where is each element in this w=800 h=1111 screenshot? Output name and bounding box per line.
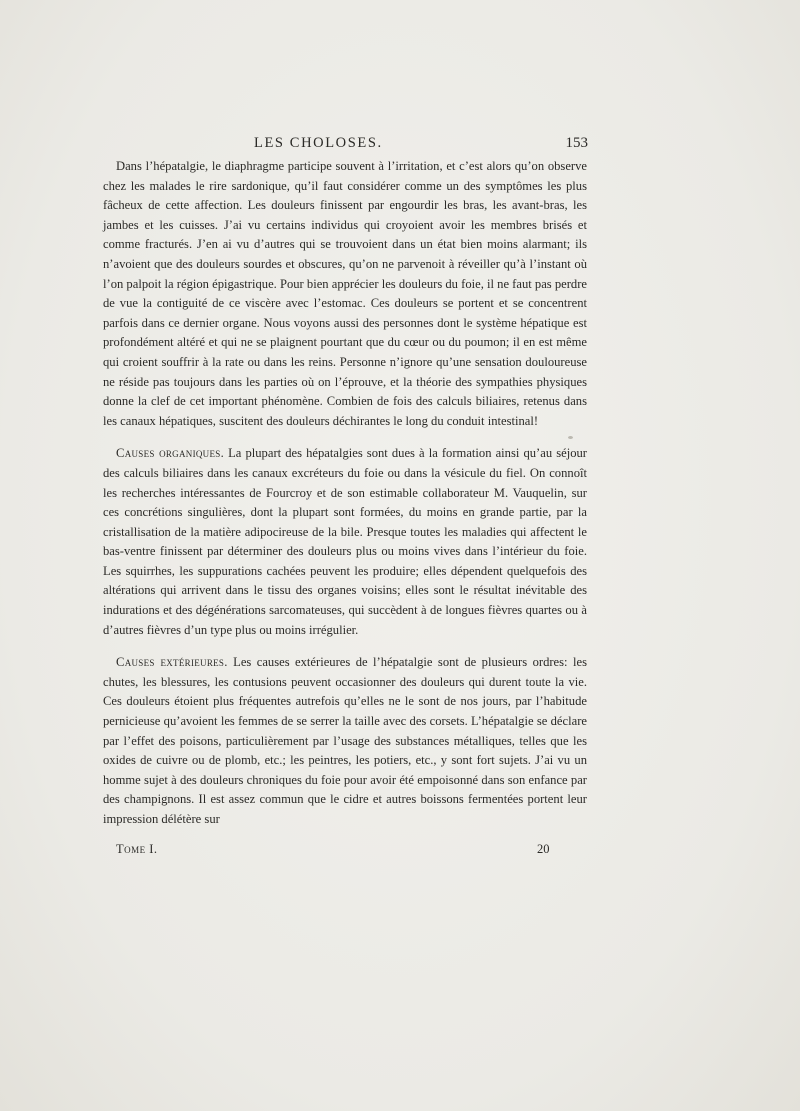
paragraph-text: Dans l’hépatalgie, le diaphragme participe souvent à l’irritation, et c’est alors qu’on observe chez les malades le rire sardonique, qu’il faut considérer comme un des symptômes les plus fâcheux de cette affection. Les douleurs finissent par engourdir les bras, les avant-bras, les jambes et les cuisses. J’ai vu certains individus qui croyoient avoir les membres brisés et comme fracturés. J’en ai vu d’autres qui se trouvoient dans un état bien moins alarmant; ils n’avoient que des douleurs sourdes et obscures, qu’on ne parvenoit à réveiller qu’à l’instant où l’on palpoit la région épigastrique. Pour bien apprécier les douleurs du foie, il ne faut pas perdre de vue la contiguité de ce viscère avec l’estomac. Ces douleurs se portent et se concentrent parfois dans ce dernier organe. Nous voyons aussi des personnes dont le système hépatique est profondément altéré et qui ne se plaignent pourtant que du cœur ou du poumon; il en est même qui croient souffrir à la rate ou dans les reins. Personne n’ignore qu’une sensation douloureuse ne réside pas toujours dans les parties où on l’éprouve, et la théorie des sympathies physiques donne la clef de cet important phénomène. Combien de fois des calculs biliaires, retenus dans les canaux hépatiques, suscitent des douleurs déchirantes le long du conduit intestinal! bbox=[103, 159, 588, 428]
ink-speck bbox=[568, 436, 573, 439]
section-heading-causes-organiques: Causes organiques. bbox=[116, 446, 225, 461]
page-number: 153 bbox=[565, 135, 588, 151]
paragraph-causes-organiques bbox=[103, 444, 587, 640]
body-text bbox=[103, 157, 587, 830]
section-heading-causes-exterieures: Causes extérieures. bbox=[116, 655, 228, 670]
paragraph-text: Les causes extérieures de l’hépatalgie sont de plusieurs ordres: les chutes, les blessures, les contusions peuvent occasionner des douleurs qui durent toute la vie. Ces douleurs étoient plus fréquentes autrefois qu’elles ne le sont de nos jours, par l’habitude pernicieuse qu’avoient les femmes de se serrer la taille avec des corsets. L’hépatalgie se déclare par l’effet des poisons, particulièrement par l’usage des substances métalliques, telles que les oxides de cuivre ou de plomb, etc.; les peintres, les potiers, etc., y sont fort sujets. J’ai vu un homme sujet à des douleurs chroniques du foie pour avoir été empoisonné dans son enfance par des champignons. Il est assez commun que le cidre et autres boissons fermentées portent leur impression délétère sur bbox=[103, 655, 587, 826]
running-title: LES CHOLOSES. bbox=[254, 135, 383, 151]
paragraph-text: La plupart des hépatalgies sont dues à la formation ainsi qu’au séjour des calculs biliaires dans les canaux excréteurs du foie ou dans la vésicule du fiel. On connoît les recherches intéressantes de Fourcroy et de son estimable collaborateur M. Vauquelin, sur ces concrétions singulières, dont la plupart sont formées, du moins en grande partie, par la cristallisation de la matière adipocireuse de la bile. Presque toutes les maladies qui affectent le bas-ventre finissent par déterminer des douleurs plus ou moins vives dans l’intérieur du foie. Les squirrhes, les suppurations cachées peuvent les produire; elles dépendent quelquefois des altérations qui arrivent dans le tissu des organes voisins; elles sont le résultat inévitable des indurations et des dégénérations sarcomateuses, qui succèdent à de longues fièvres quartes ou à d’autres fièvres d’un type plus ou moins irrégulier. bbox=[103, 446, 587, 637]
volume-mark: Tome I. bbox=[116, 842, 158, 856]
paragraph-hepatalgie bbox=[103, 157, 587, 431]
paragraph-causes-exterieures bbox=[103, 653, 587, 829]
signature-mark: 20 bbox=[537, 842, 550, 856]
page-header bbox=[100, 135, 588, 155]
